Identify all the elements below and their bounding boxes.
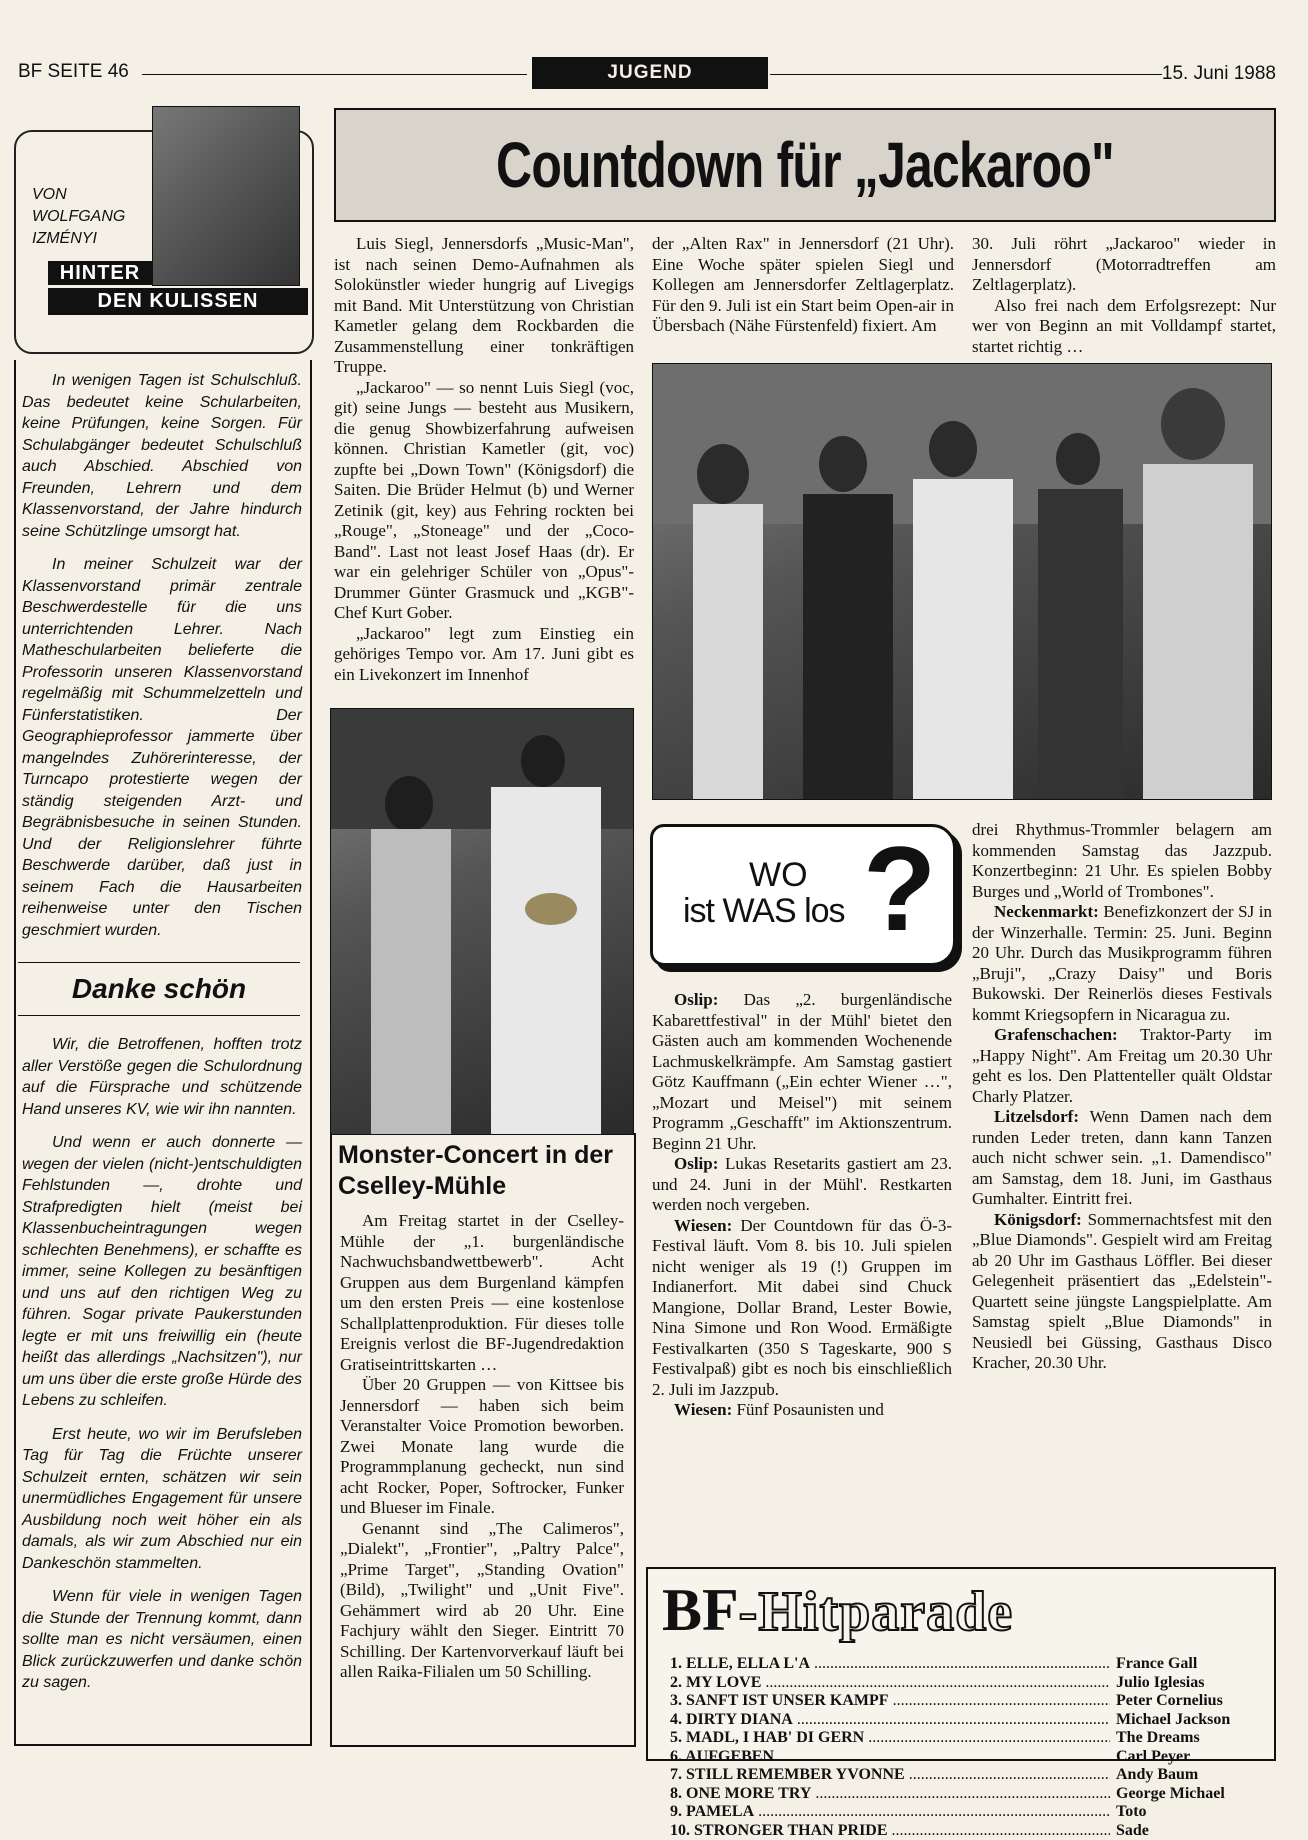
event: [972, 902, 1272, 1025]
paragraph: Luis Siegl, Jennersdorfs „Music-Man", ist nach seinen Demo-Aufnahmen als Solokünstler wieder hungrig auf Livegigs mit Band. Mit Unterstützung von Christian Kametler gelang dem Rockbarden die Zusammenstellung einer tonkräftigen Truppe.: [334, 234, 634, 378]
article-col-1: [334, 234, 634, 685]
hit-title: 8. ONE MORE TRY .....: [670, 1785, 1110, 1804]
paragraph: Am Freitag startet in der Cselley-Mühle der „1. burgenländische Nachwuchsbandwettbewerb". Acht Gruppen aus dem Burgenland kämpfen um den ersten Preis — eine kostenlose Schallplattenproduktion. Für dieses tolle Ereignis verlost die BF-Jugendredaktion Gratiseintrittskarten …: [340, 1211, 624, 1375]
hit-row: [670, 1655, 1264, 1674]
paragraph: der „Alten Rax" in Jennersdorf (21 Uhr). Eine Woche später spielen Siegl und Kollegen am Jennersdorfer Zeltlagerplatz. Für den 9. Juli ist ein Start beim Open-air in Übersbach (Nähe Fürstenfeld) fixiert. Am: [652, 234, 954, 337]
section-tag: JUGEND: [532, 57, 768, 89]
hit-title: 7. STILL REMEMBER YVONNE .....: [670, 1766, 1110, 1785]
hit-title: 4. DIRTY DIANA .....: [670, 1711, 1110, 1730]
event-text: drei Rhythmus-Trommler belagern am kommenden Samstag das Jazzpub. Konzertbeginn: 21 Uhr. Es spielen Bobby Burges und „World of Trombones".: [972, 820, 1272, 902]
issue-date: 15. Juni 1988: [1162, 63, 1276, 85]
author-line: IZMÉNYI: [32, 228, 125, 250]
hit-artist: Sade: [1110, 1822, 1264, 1840]
hitparade-title-bf: BF: [662, 1577, 739, 1643]
author-byline: [32, 184, 125, 250]
hit-artist: George Michael: [1110, 1785, 1264, 1804]
event-text: Sommernachtsfest mit den „Blue Diamonds". Gespielt wird am Freitag ab 20 Uhr im Gasthaus Löffler. Bei dieser Gelegenheit präsentiert das „Edelstein"-Quartett seine jüngste Langspielplatte. Am Samstag spielt „Blue Diamonds" in Neusiedl bei Güssing, Gasthaus Disco Kracher, 20.30 Uhr.: [972, 1210, 1272, 1373]
hitparade-title-rest: -Hitparade: [739, 1581, 1013, 1643]
paragraph: Also frei nach dem Erfolgsrezept: Nur wer von Beginn an mit Volldampf startet, startet richtig …: [972, 296, 1276, 358]
article-col-2: [652, 234, 954, 337]
headline: Countdown für „Jackaroo": [439, 110, 1171, 220]
paragraph: In meiner Schulzeit war der Klassenvorstand primär zentrale Beschwerdestelle für die uns unterrichtenden Lehrer. Nach Matheschularbeiten belieferte die Professorin unseren Klassenvorstand regelmäßig mit Schummelzetteln und Fünferstatistiken. Der Geographieprofessor jammerte über mangelndes Zuhörerinteresse, der Turncapo protestierte wegen der ständig steigenden Arzt- und Begräbnisbesuche in seinen Stunden. Und der Religionslehrer führte Beschwerde darüber, daß just in seinem Fach die Hausarbeiten reihenweise unter den Tischen geschmiert wurden.: [22, 554, 302, 941]
hitparade-title: [662, 1575, 1013, 1645]
hit-title: 1. ELLE, ELLA L'A .....: [670, 1655, 1110, 1674]
hit-artist: Peter Cornelius: [1110, 1692, 1264, 1711]
events-right: [972, 820, 1272, 1374]
event: [972, 1025, 1272, 1107]
event-text: Fünf Posaunisten und: [737, 1400, 884, 1419]
hit-row: [670, 1766, 1264, 1785]
concert-heading: Monster-Concert in der Cselley-Mühle: [338, 1140, 628, 1202]
hit-title: 3. SANFT IST UNSER KAMPF .....: [670, 1692, 1110, 1711]
band-photo: [652, 363, 1272, 800]
event: [652, 1154, 952, 1216]
concert-photo: [330, 708, 634, 1135]
article-col-3: [972, 234, 1276, 357]
column-name-line1: HINTER: [48, 261, 152, 285]
hit-title: 2. MY LOVE .....: [670, 1674, 1110, 1693]
hit-row: [670, 1692, 1264, 1711]
paragraph: Wenn für viele in wenigen Tagen die Stunde der Trennung kommt, dann sollte man es nicht versäumen, einen Blick zurückzuwerfen und danke schön zu sagen.: [22, 1586, 302, 1694]
column-name-line2: DEN KULISSEN: [48, 288, 308, 315]
paragraph: Wir, die Betroffenen, hofften trotz aller Verstöße gegen die Schulordnung auf die Fürsprache und schützende Hand unseres KV, wie wir ihn nannten.: [22, 1034, 302, 1120]
wo-line1: WO: [749, 857, 808, 893]
wo-line2: ist WAS los: [683, 893, 845, 929]
paragraph: „Jackaroo" legt zum Einstieg ein gehöriges Tempo vor. Am 17. Juni gibt es ein Livekonzert im Innenhof: [334, 624, 634, 686]
event-place: Wiesen:: [674, 1216, 732, 1235]
events-left: [652, 990, 952, 1421]
event-text: Das „2. burgenländische Kabarettfestival" in der Mühl' bietet den Gästen auch am kommenden Wochenende Lachmuskelkrämpfe. Am Samstag gastiert Götz Kauffmann („Ein echter Wiener …", „Mozart und Meisel") mit seinem Programm „Geschafft" im Aktionszentrum. Beginn 21 Uhr.: [652, 990, 952, 1153]
event: [652, 1216, 952, 1401]
paragraph: 30. Juli röhrt „Jackaroo" wieder in Jennersdorf (Motorradtreffen am Zeltlagerplatz).: [972, 234, 1276, 296]
hit-title: 5. MADL, I HAB' DI GERN .....: [670, 1729, 1110, 1748]
event: [652, 1400, 952, 1421]
hit-row: [670, 1711, 1264, 1730]
event: [972, 1107, 1272, 1210]
author-photo: [152, 106, 300, 286]
header-rule-left: [142, 74, 527, 75]
event-text: Lukas Resetarits gastiert am 23. und 24. Juni in der Mühl'. Restkarten werden noch vergeben.: [652, 1154, 952, 1214]
hit-artist: Julio Iglesias: [1110, 1674, 1264, 1693]
event: [652, 990, 952, 1154]
hit-row: [670, 1729, 1264, 1748]
concert-text: [340, 1211, 624, 1683]
event-place: Litzelsdorf:: [994, 1107, 1079, 1126]
sidebar-frame: [14, 360, 312, 1746]
hit-title: 6. AUFGEBEN .....: [670, 1748, 1110, 1767]
hit-artist: Toto: [1110, 1803, 1264, 1822]
hit-row: [670, 1785, 1264, 1804]
hit-artist: The Dreams: [1110, 1729, 1264, 1748]
event-text: Wenn Damen nach dem runden Leder treten, dann kann Tanzen auch nicht schwer sein. „1. Damendisco" am Samstag, dem 18. Juni, im Gasthaus Gumhalter. Eintritt frei.: [972, 1107, 1272, 1208]
hit-artist: Michael Jackson: [1110, 1711, 1264, 1730]
question-mark: ?: [863, 819, 936, 959]
hit-row: [670, 1822, 1264, 1840]
paragraph: Über 20 Gruppen — von Kittsee bis Jennersdorf — haben sich beim Veranstalter Voice Promotion beworben. Zwei Monate lang wurde die Programmplanung gecheckt, nun sind acht Rocker, Poper, Softrocker, Funker und Blueser im Finale.: [340, 1375, 624, 1519]
hit-artist: France Gall: [1110, 1655, 1264, 1674]
hit-artist: Andy Baum: [1110, 1766, 1264, 1785]
event-text: Traktor-Party im „Happy Night". Am Freitag um 20.30 Uhr geht es los. Den Plattenteller quält Oldstar Charly Platzer.: [972, 1025, 1272, 1106]
event-place: Neckenmarkt:: [994, 902, 1099, 921]
hitparade-box: [646, 1567, 1276, 1761]
author-line: WOLFGANG: [32, 206, 125, 228]
hit-title: 10. STRONGER THAN PRIDE .....: [670, 1822, 1110, 1840]
header-rule-right: [770, 74, 1162, 75]
concert-silhouettes: [331, 709, 633, 1134]
event-text: Der Countdown für das Ö-3-Festival läuft. Vom 8. bis 10. Juli spielen nicht weniger als 19 (!) Gruppen im Indianerfort. Mit dabei sind Chuck Mangione, Dollar Brand, Lester Bowie, Nina Simone und Ron Wood. Ermäßigte Festivalkarten (350 S Tageskarte, 900 S Festivalpaß) gibt es noch bis einschließlich 2. Juli im Jazzpub.: [652, 1216, 952, 1399]
hitparade-list: [670, 1655, 1264, 1840]
event-place: Grafenschachen:: [994, 1025, 1118, 1044]
paragraph: Und wenn er auch donnerte — wegen der vielen (nicht-)entschuldigten Fehlstunden —, drohte und Strafpredigten hielt (meist bei Klassenbucheintragungen wegen schlechten Benehmens), er schaffte es immer, seine Kollegen zu besänftigen und uns auf den richtigen Weg zu führen. Sogar private Paukerstunden legte er mit uns freiwillig ein (heute heißt das allerdings „Nachsitzen"), nur um uns über die erste große Hürde des Lebens zu schleifen.: [22, 1132, 302, 1412]
hit-title: 9. PAMELA .....: [670, 1803, 1110, 1822]
event: [972, 1210, 1272, 1374]
paragraph: In wenigen Tagen ist Schulschluß. Das bedeutet keine Schularbeiten, keine Prüfungen, keine Sorgen. Für Schulabgänger bedeutet Schulschluß auch Abschied. Abschied von Freunden, Lehrern und dem Klassenvorstand, der Jahre hindurch seine Schützlinge umsorgt hat.: [22, 370, 302, 542]
event-place: Oslip:: [674, 990, 718, 1009]
paragraph: Erst heute, wo wir im Berufsleben Tag für Tag die Früchte unserer Schulzeit ernten, schätzen wir sein unermüdliches Engagement für unsere Ausbildung noch weit höher ein als damals, als wir zum Abschied nur ein Dankeschön stammelten.: [22, 1424, 302, 1575]
page-header: [14, 55, 1276, 91]
headline-box: [334, 108, 1276, 222]
hit-artist: Carl Peyer: [1110, 1748, 1264, 1767]
wo-ist-was-los-box: [650, 824, 956, 966]
paragraph: Genannt sind „The Calimeros", „Dialekt", „Frontier", „Paltry Palce", „Prime Target", „Standing Ovation" (Bild), „Twilight" und „Unit Five". Gehämmert wird ab 20 Uhr. Eine Fachjury wählt den Sieger. Eintritt 70 Schilling. Der Kartenvorverkauf läuft bei allen Raika-Filialen um 50 Schilling.: [340, 1519, 624, 1683]
hit-row: [670, 1803, 1264, 1822]
band-silhouettes: [653, 364, 1271, 799]
event-place: Wiesen:: [674, 1400, 732, 1419]
event-text: Benefizkonzert der SJ in der Winzerhalle. Termin: 25. Juni. Beginn 20 Uhr. Durch das Musikprogramm führen „Bruji", „Crazy Daisy" und Boris Bukowski. Der Reinerlös dieses Festivals kommt Kriegsopfern in Nicaragua zu.: [972, 902, 1272, 1024]
event-place: Königsdorf:: [994, 1210, 1082, 1229]
sidebar-subheading: Danke schön: [18, 967, 300, 1011]
page-label: BF SEITE 46: [18, 61, 129, 83]
hit-row: [670, 1748, 1264, 1767]
event-place: Oslip:: [674, 1154, 718, 1173]
paragraph: „Jackaroo" — so nennt Luis Siegl (voc, git) seine Jungs — besteht aus Musikern, die genug Showbizerfahrung aufweisen können. Christian Kametler (git, voc) zupfte bei „Down Town" (Königsdorf) die Saiten. Die Brüder Helmut (b) und Werner Zetinik (git, key) aus Fehring rockten bei „Rouge", „Stoneage" und der „Coco-Band". Last not least Josef Haas (dr). Er war ein gelehriger Schüler von „Opus"-Drummer Günter Grasmuck und „KGB"-Chef Kurt Gober.: [334, 378, 634, 624]
hit-row: [670, 1674, 1264, 1693]
author-line: VON: [32, 184, 125, 206]
